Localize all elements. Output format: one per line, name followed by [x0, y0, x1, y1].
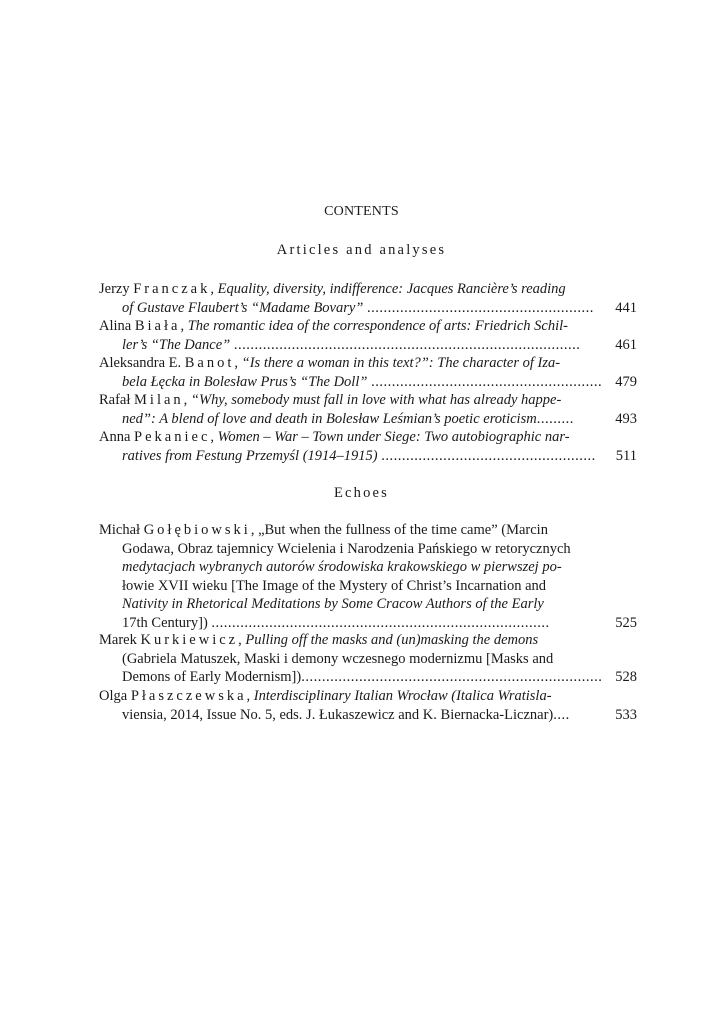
page-number: 511: [615, 447, 637, 464]
toc-entry-line: of Gustave Flaubert’s “Madame Bovary” .......................................................: [122, 299, 594, 316]
page-number: 441: [615, 299, 637, 316]
section-heading-articles: Articles and analyses: [276, 242, 447, 258]
page-number: 479: [615, 373, 637, 390]
author-first-name: Aleksandra E.: [99, 355, 182, 371]
toc-entry-line: [99, 577, 637, 596]
toc-entry[interactable]: [99, 521, 637, 632]
article-title: “Why, somebody must fall in love with what has already happe-: [190, 392, 562, 408]
toc-entry-line: Demons of Early Modernism]).........................................................................: [122, 669, 603, 685]
article-title: Women – War – Town under Siege: Two autobiographic nar-: [217, 429, 570, 445]
toc-entry[interactable]: [99, 317, 637, 354]
toc-entry-line: [99, 558, 637, 577]
toc-entry-line: viensia, 2014, Issue No. 5, eds. J. Łukaszewicz and K. Biernacka-Licznar)....: [122, 706, 570, 723]
toc-entry-line: [99, 650, 637, 669]
page-number: 525: [615, 614, 637, 631]
entry-text: Godawa, Obraz tajemnicy Wcielenia i Narodzenia Pańskiego w retorycznych: [122, 540, 571, 557]
author-last-name: Franczak: [133, 281, 211, 297]
author-first-name: Olga: [99, 688, 128, 704]
toc-entry-line: Aleksandra E. Banot, “Is there a woman in this text?”: The character of Iza-: [99, 355, 561, 371]
toc-entry-line: Alina Biała, The romantic idea of the correspondence of arts: Friedrich Schil-: [99, 318, 568, 334]
toc-entry-line: Marek Kurkiewicz, Pulling off the masks and (un)masking the demons: [99, 632, 539, 648]
toc-entry-line: [99, 540, 637, 559]
author-last-name: Biała: [134, 318, 181, 334]
toc-entry-line: Michał Gołębiowski, „But when the fullness of the time came” (Marcin: [99, 522, 548, 538]
author-last-name: Banot: [184, 355, 235, 371]
entry-text: Demons of Early Modernism]): [122, 669, 302, 685]
author-last-name: Milan: [134, 392, 184, 408]
toc-entry-line: Rafał Milan, “Why, somebody must fall in love with what has already happe-: [99, 392, 562, 408]
article-title: “Is there a woman in this text?”: The character of Iza-: [241, 355, 561, 371]
author-first-name: Jerzy: [99, 281, 130, 297]
article-title: Equality, diversity, indifference: Jacques Rancière’s reading: [217, 281, 566, 297]
page-number: 533: [615, 706, 637, 723]
entry-text: Nativity in Rhetorical Meditations by Some Cracow Authors of the Early: [122, 596, 544, 612]
toc-entry[interactable]: [99, 391, 637, 428]
contents-title: CONTENTS: [324, 204, 399, 219]
page-number: 528: [615, 669, 637, 685]
toc-entry[interactable]: [99, 428, 637, 465]
toc-entry-line: ratives from Festung Przemyśl (1914–1915) ....................................................: [122, 447, 596, 464]
toc-entry-line: 17th Century]) ..................................................................................: [122, 614, 550, 631]
toc-entry[interactable]: [99, 354, 637, 391]
author-first-name: Michał: [99, 522, 141, 538]
toc-entry-line: Anna Pekaniec, Women – War – Town under Siege: Two autobiographic nar-: [99, 429, 570, 445]
entry-text: Interdisciplinary Italian Wrocław (Italica Wratisla-: [253, 688, 552, 704]
article-title-cont: ratives from Festung Przemyśl (1914–1915): [122, 447, 378, 464]
toc-entry-line: bela Łęcka in Bolesław Prus’s “The Doll” ........................................................: [122, 373, 603, 390]
section-heading-echoes: Echoes: [333, 485, 390, 501]
article-title-cont: bela Łęcka in Bolesław Prus’s “The Doll”: [122, 373, 368, 390]
entry-text: Pulling off the masks and (un)masking the demons: [245, 632, 539, 648]
author-last-name: Płaszczewska: [130, 688, 247, 704]
author-first-name: Rafał: [99, 392, 131, 408]
toc-entry[interactable]: [99, 687, 637, 724]
toc-entry-line: Olga Płaszczewska, Interdisciplinary Italian Wrocław (Italica Wratisla-: [99, 688, 552, 704]
author-first-name: Alina: [99, 318, 132, 334]
entry-text: medytacjach wybranych autorów środowiska krakowskiego w pierwszej po-: [122, 559, 562, 575]
entry-text: viensia, 2014, Issue No. 5, eds. J. Łukaszewicz and K. Biernacka-Licznar): [122, 706, 554, 723]
author-last-name: Pekaniec: [134, 429, 211, 445]
toc-entry-line: ler’s “The Dance” ....................................................................................: [122, 336, 581, 353]
entry-text: „But when the fullness of the time came” (Marcin: [258, 522, 548, 538]
toc-entry[interactable]: [99, 280, 637, 317]
entry-text: (Gabriela Matuszek, Maski i demony wczesnego modernizmu [Masks and: [122, 650, 554, 667]
toc-entry-line: [99, 595, 637, 614]
author-first-name: Anna: [99, 429, 131, 445]
article-title: The romantic idea of the correspondence of arts: Friedrich Schil-: [187, 318, 568, 334]
toc-entry-line: ned”: A blend of love and death in Bolesław Leśmian’s poetic eroticism.........: [122, 410, 574, 427]
entry-text: łowie XVII wieku [The Image of the Mystery of Christ’s Incarnation and: [122, 577, 547, 594]
page-number: 493: [615, 410, 637, 427]
article-title-cont: of Gustave Flaubert’s “Madame Bovary”: [122, 299, 364, 316]
entry-text: 17th Century]): [122, 614, 208, 631]
page-number: 461: [615, 336, 637, 353]
toc-entry[interactable]: [99, 631, 637, 687]
author-last-name: Kurkiewicz: [140, 632, 239, 648]
author-first-name: Marek: [99, 632, 137, 648]
article-title-cont: ned”: A blend of love and death in Bolesław Leśmian’s poetic eroticism: [122, 410, 537, 427]
toc-entry-line: Jerzy Franczak, Equality, diversity, indifference: Jacques Rancière’s reading: [99, 281, 566, 297]
author-last-name: Gołębiowski: [143, 522, 251, 538]
article-title-cont: ler’s “The Dance”: [122, 336, 231, 353]
